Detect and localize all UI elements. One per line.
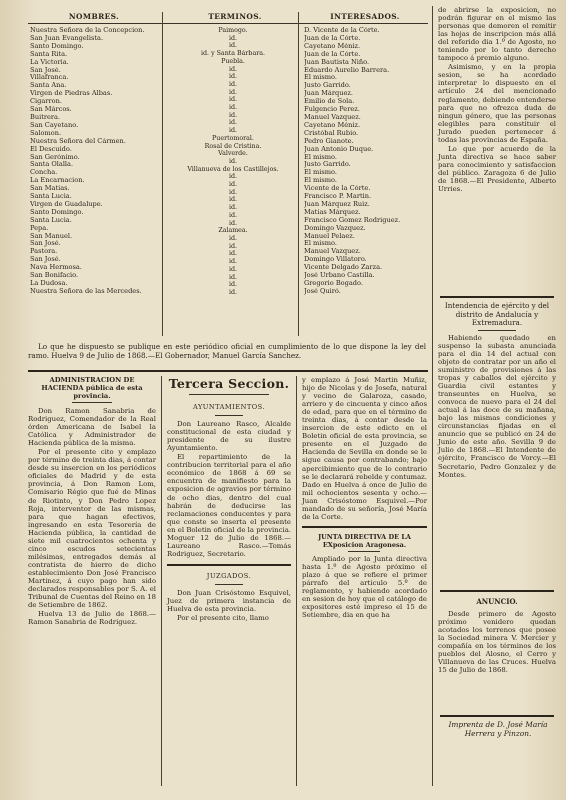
nombre-cell: Virgen de Guadalupe.	[30, 200, 103, 208]
termino-cell: Paimogo.	[218, 27, 248, 34]
termino-cell: id.	[228, 157, 238, 165]
nombre-cell: San José.	[30, 66, 61, 74]
short-rule	[72, 402, 112, 403]
interesado-cell: D. Vicente de la Córte.	[304, 27, 380, 34]
header-nombres: NOMBRES.	[68, 12, 120, 21]
nombre-cell: San José.	[30, 240, 61, 248]
interesado-cell: El mismo.	[304, 169, 337, 177]
interesado-cell: Domingo Vazquez.	[304, 224, 366, 232]
intendencia-text: Habiendo quedado en suspenso la subasta anunciada para el dia 14 del actual con objeto de contratar por un año el suministro de provisiones á las tropas y caballos del ejército y Guardia civil estantes y transeuntes en Huelva, se convoca de nuevo para el 24 del actual á las doce de su mañana, bajo las mismas condiciones y circunstancias fijadas en el anuncio que se publicó en 24 de Junio de este año. Sevilla 9 de Julio de 1868.—El Intendente de ejército, Francisco de Vorcy.—El Secretario, Pedro Gonzalez y de Montes.	[438, 333, 556, 479]
terminos-column	[170, 27, 296, 297]
interesado-cell: Pedro Gianote.	[304, 137, 354, 145]
termino-cell: id.	[228, 173, 238, 181]
termino-cell: id.	[228, 80, 238, 88]
short-rule	[189, 394, 269, 395]
nombre-cell: Santa Lucia.	[30, 216, 72, 224]
exposicion-text-1: de abrirse la exposicion, no podrán figurar en el mismo las personas que demoren el remitir las hojas de inscripcion más allá del referido dia 1.º de Agosto, no teniendo por lo tanto derecho tampoco á premio alguno.	[438, 6, 556, 63]
intendencia-block	[438, 302, 556, 480]
section-rule	[440, 715, 554, 717]
nombre-cell: San Cayetano.	[30, 121, 79, 129]
interesado-cell: El mismo.	[304, 240, 337, 248]
right-column-top	[438, 6, 556, 194]
imprenta-text: Imprenta de D. José María Herrera y Pinzon.	[448, 720, 548, 738]
nombre-cell: San Gerónimo.	[30, 153, 80, 161]
interesado-cell: Juan Márquez.	[304, 90, 353, 98]
nombre-cell: San Juan Evangelista.	[30, 34, 104, 42]
junta-text: Ampliado por la Junta directiva hasta 1.º de Agosto próximo el plazo á que se refiere el primer párrafo del artículo 5.º de reglamento, y habiendo acordado en sesion de hoy que el catálogo de expositores esté impreso el 15 de Setiembre, dia en que ha	[302, 554, 427, 620]
hacienda-text-3: Huelva 13 de Julio de 1868.—Ramon Sanabria de Rodriguez.	[28, 610, 156, 627]
termino-cell: Villanueva de los Castillejos.	[187, 165, 279, 173]
edicto-text: y emplazo á José Martin Muñiz, hijo de Nicolas y de Josefa, natural y vecino de Galaroza, casado, arriero y de cincuenta y cinco años de edad, para que en el término de treinta dias, á contar desde la insercion de este edicto en el Boletin oficial de esta provincia, se presente en el Juzgado de Hacienda de Sevilla en donde se le sigue causa por contrabando; bajo apercibimiento que de lo contrario se le declarará rebelde y contumaz. Dado en Huelva á once de Julio de mil ochocientos sesenta y ocho.—Juan Crisóstomo Esquivel.—Por mandado de su señoría, José María de la Corte.	[302, 376, 427, 521]
termino-cell: id.	[228, 204, 238, 212]
termino-cell: id.	[228, 65, 238, 73]
section-rule	[28, 370, 428, 372]
termino-cell: id.	[228, 73, 238, 81]
termino-cell: id.	[228, 258, 238, 266]
interesado-cell: Juan Bautista Niño.	[304, 58, 370, 66]
interesado-cell: Manuel Vazquez.	[304, 248, 361, 256]
junta-title: JUNTA DIRECTIVA DE LA EXposicion Aragonesa.	[318, 532, 411, 549]
column-divider	[161, 376, 162, 786]
nombre-cell: Santa Rita.	[30, 50, 68, 58]
tercera-block	[167, 376, 291, 623]
interesado-cell: Justo Garrido.	[304, 82, 351, 90]
interesado-cell: Vicente Delgado Zarza.	[304, 264, 383, 272]
nombre-cell: Santa Lucia.	[30, 193, 72, 201]
imprenta-block	[440, 720, 556, 739]
hacienda-block	[28, 376, 156, 627]
nombres-column	[30, 27, 160, 296]
termino-cell: id.	[228, 196, 238, 204]
termino-cell: id.	[228, 181, 238, 189]
termino-cell: id.	[228, 265, 238, 273]
termino-cell: Puebla.	[221, 57, 245, 65]
short-rule	[215, 584, 243, 585]
interesado-cell: Gregorio Bogado.	[304, 280, 363, 287]
closing-paragraph: Lo que he dispuesto se publique en este periódico oficial en cumplimiento de lo que dispone la ley del ramo. Huelva 9 de Julio de 1868.—El Gobernador, Manuel García Sanchez.	[28, 342, 426, 360]
interesado-cell: Emilio de Sola.	[304, 98, 355, 106]
termino-cell: id.	[228, 250, 238, 258]
interesado-cell: Fulgencio Perez.	[304, 106, 360, 114]
nombre-cell: Santo Domingo.	[30, 42, 84, 50]
anuncio-title: ANUNCIO.	[476, 597, 518, 606]
ayuntamientos-text-2: El repartimiento de la contribucion territorial para el año económico de 1868 á 69 se encuentra de manifiesto para la exposicion de agravios por término de ocho dias, dentro del cual habrán de deducirse las reclamaciones conducentes y para que conste se inserta el presente en el Boletin oficial de la provincia. Moguer 12 de Julio de 1868.—Laureano Rasco.—Tomás Rodriguez, Secretario.	[167, 453, 291, 558]
section-rule	[440, 590, 554, 592]
column-divider	[296, 376, 297, 786]
interesado-cell: José Urbano Castilla.	[304, 272, 375, 280]
interesados-column	[304, 27, 426, 296]
termino-cell: id.	[228, 234, 238, 242]
exposicion-text-3: Lo que por acuerdo de la Junta directiva se hace saber para conocimiento y satisfaccion del público. Zaragoza 6 de Julio de 1868.—El Presidente, Alberto Urries.	[438, 144, 556, 194]
interesado-cell: Juan de la Córte.	[304, 34, 361, 42]
termino-cell: id.	[228, 281, 238, 289]
section-rule	[440, 296, 554, 298]
table-closing	[28, 343, 426, 361]
termino-cell: id. y Santa Bárbara.	[201, 50, 265, 58]
juzgados-text-2: Por el presente cito, llamo	[177, 614, 269, 623]
nombre-cell: Nava Hermosa.	[30, 264, 82, 272]
nombre-cell: Santa Ana.	[30, 82, 67, 90]
termino-cell: id.	[228, 219, 238, 227]
interesado-cell: Vicente de la Córte.	[304, 185, 371, 193]
hacienda-title: ADMINISTRACION DE HACIENDA pública de esta provincia.	[41, 376, 143, 400]
interesado-cell: Cayetano Méniz.	[304, 42, 361, 50]
nombre-cell: La Victoria.	[30, 58, 69, 66]
nombre-cell: Salomon.	[30, 129, 62, 137]
nombre-cell: Santa Olalla.	[30, 161, 74, 169]
section-rule	[302, 526, 427, 528]
interesado-cell: El mismo.	[304, 74, 337, 82]
interesado-cell: Cayetano Méniz.	[304, 121, 361, 129]
juzgados-title: JUZGADOS.	[206, 571, 252, 580]
nombre-cell: San Matias.	[30, 185, 70, 193]
interesado-cell: Manuel Vazquez.	[304, 113, 361, 121]
nombre-cell: Concha.	[30, 169, 58, 177]
nombre-cell: Buitrera.	[30, 113, 61, 121]
termino-cell: id.	[228, 104, 238, 112]
nombre-cell: El Descuido.	[30, 145, 72, 153]
column-divider	[162, 12, 163, 336]
nombre-cell: Pastora.	[30, 248, 58, 256]
anuncio-block	[438, 596, 556, 675]
column-divider	[298, 12, 299, 336]
interesado-cell: Francisco Gomez Rodriguez.	[304, 216, 401, 224]
interesado-cell: Manuel Pelaez.	[304, 232, 355, 240]
termino-cell: id.	[228, 273, 238, 281]
termino-cell: id.	[228, 119, 238, 127]
nombre-cell: Nuestra Señora de la Concepcion.	[30, 27, 145, 34]
nombre-cell: Virgen de Piedras Albas.	[30, 90, 113, 98]
ayuntamientos-text-1: Don Laureano Rasco, Alcalde constitucional de esta ciudad y presidente de su ilustre Ayuntamiento.	[167, 420, 291, 453]
interesado-cell: Cristóbal Rubio.	[304, 129, 359, 137]
nombre-cell: Villafranca.	[30, 74, 69, 82]
interesado-cell: El mismo.	[304, 153, 337, 161]
termino-cell: id.	[228, 242, 238, 250]
nombre-cell: San Bonifacio.	[30, 272, 79, 280]
nombre-cell: Pepa.	[30, 224, 49, 232]
hacienda-text-2: Por el presente cito y emplazo por término de treinta dias, á contar desde su insercion en los periódicos oficiales de Madrid y de esta provincia, á Don Ramon Lom, Comisario Régio que fué de Minas de Riotinto, y Don Pedro Lopez Roja, interventor de las mismas, para que hagan efectivos, ingresando en esta Tesorería de Hacienda pública, la cantidad de siete mil cuatrocientos ochenta y cinco escudos setecientas milésimas, entregados demás al contratista de hierro de dicho establecimiento Don José Francisco Martinez, á cuyo pago han sido declarados responsables por S. A. el Tribunal de Cuentas del Reino en 18 de Setiembre de 1862.	[28, 448, 156, 610]
termino-cell: id.	[228, 211, 238, 219]
short-rule	[215, 415, 243, 416]
table-header-rule	[28, 23, 428, 24]
interesado-cell: Matias Márquez.	[304, 208, 361, 216]
nombre-cell: San Manuel.	[30, 232, 73, 240]
termino-cell: id.	[228, 96, 238, 104]
termino-cell: id.	[228, 288, 238, 296]
section-rule	[167, 564, 291, 566]
column-divider-right	[432, 6, 433, 786]
termino-cell: Valverde.	[218, 150, 248, 158]
header-terminos: TERMINOS.	[208, 12, 262, 21]
termino-cell: id.	[228, 34, 238, 42]
interesado-cell: Juan Márquez Ruiz.	[304, 200, 370, 208]
interesado-cell: Eduardo Aurelio Barrera.	[304, 66, 390, 74]
termino-cell: id.	[228, 111, 238, 119]
nombre-cell: Cigarron.	[30, 98, 62, 106]
termino-cell: id.	[228, 127, 238, 135]
termino-cell: Zalamea.	[218, 227, 248, 235]
ayuntamientos-title: AYUNTAMIENTOS.	[192, 403, 266, 412]
intendencia-title: Intendencia de ejército y del distrito de Andalucía y Extremadura.	[444, 301, 550, 328]
hacienda-text-1: Don Ramon Sanabria de Rodriguez, Comendador de la Real órden Americana de Isabel la Católica y Administrador de Hacienda pública de la misma.	[28, 407, 156, 448]
nombre-cell: La Encarnacion.	[30, 177, 85, 185]
short-rule	[348, 551, 380, 552]
interesado-cell: Juan Antonio Duque.	[304, 145, 374, 153]
interesado-cell: Domingo Villatoro.	[304, 256, 367, 264]
tercera-title: Tercera Seccion.	[168, 376, 290, 391]
nombre-cell: La Dudosa.	[30, 280, 68, 287]
anuncio-text: Desde primero de Agosto próximo venidero quedan acotados los terrenos que posee la Sociedad minera V. Mercier y compañía en los términos de los pueblos del Alosno, el Cerro y Villanueva de las Cruces. Huelva 15 de Julio de 1868.	[438, 610, 556, 675]
nombre-cell: San José.	[30, 256, 61, 264]
interesado-cell: Francisco P. Martin.	[304, 193, 372, 201]
termino-cell: id.	[228, 42, 238, 50]
nombre-cell: Santo Domingo.	[30, 208, 84, 216]
nombre-cell: San Márcos.	[30, 106, 72, 114]
interesado-cell: José Quiró.	[304, 287, 341, 295]
interesado-cell: Justo Garrido.	[304, 161, 351, 169]
nombre-cell: Nuestra Señora de las Mercedes.	[30, 287, 142, 295]
middle-right-block	[302, 376, 427, 620]
termino-cell: Rosal de Cristina.	[204, 142, 262, 150]
interesado-cell: Juan de la Córte.	[304, 50, 361, 58]
exposicion-text-2: Asimismo, y en la propia sesion, se ha acordado interpretar lo dispuesto en el artículo 24 del mencionado reglamento, debiendo entenderse para que no ofrezca duda de ningun género, que las personas elegibles para constituir el Jurado pueden pertenecer á todas las provincias de España.	[438, 63, 557, 144]
termino-cell: Puertomoral.	[212, 134, 254, 142]
interesado-cell: El mismo.	[304, 177, 337, 185]
juzgados-text-1: Don Juan Crisóstomo Esquivel, Juez de primera instancia de Huelva de esta provincia.	[167, 588, 291, 614]
header-interesados: INTERESADOS.	[330, 12, 400, 21]
nombre-cell: Nuestra Señora del Cármen.	[30, 137, 126, 145]
termino-cell: id.	[228, 88, 238, 96]
termino-cell: id.	[228, 188, 238, 196]
short-rule	[478, 330, 516, 331]
